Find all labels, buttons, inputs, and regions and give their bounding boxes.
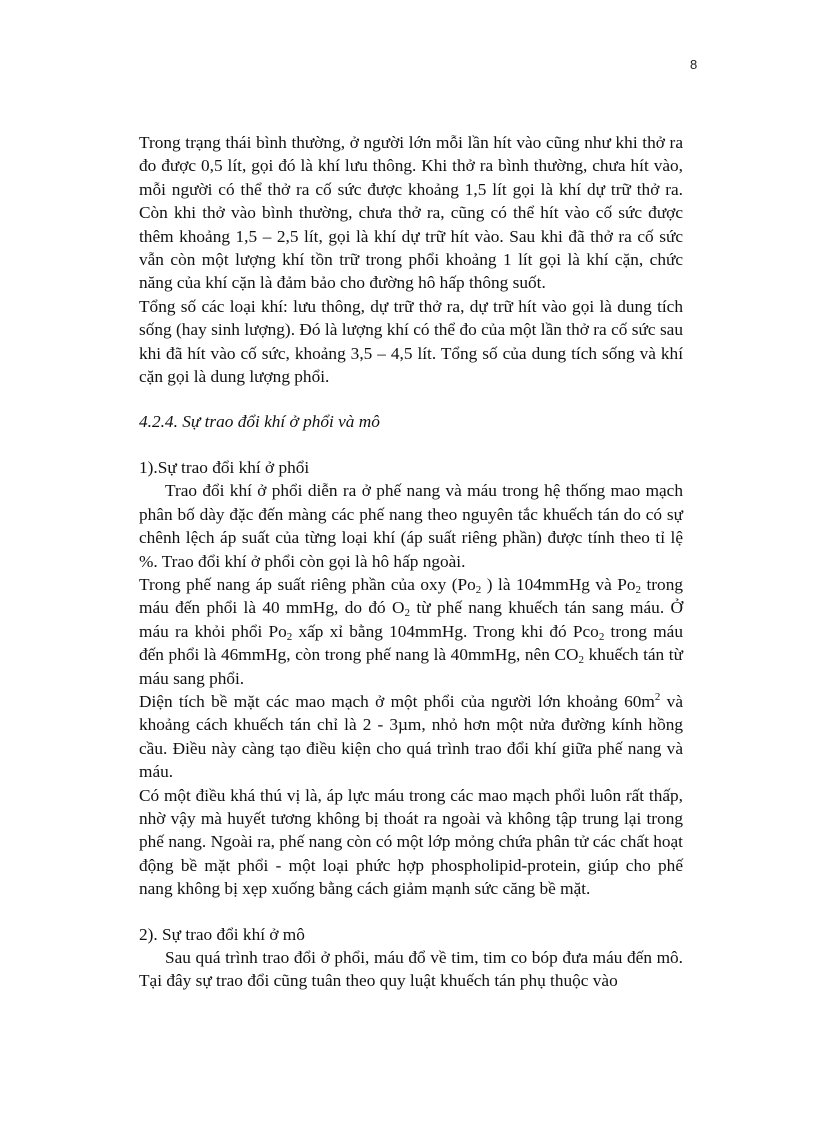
text-run: Diện tích bề mặt các mao mạch ở một phổi của người lớn khoảng 60m — [139, 691, 655, 711]
text-run: khuếch tán từ máu sang phổi. — [139, 645, 683, 688]
text-run: Trong phế nang áp suất riêng phần của oxy (Po — [139, 574, 476, 594]
paragraph-capillary-pressure: Có một điều khá thú vị là, áp lực máu trong các mao mạch phổi luôn rất thấp, nhờ vậy mà huyết tương không bị thoát ra ngoài và không tập trung lại trong phế nang. Ngoài ra, phế nang còn có một lớp mỏng chứa phân tử các chất hoạt động bề mặt phổi - một loại phức hợp phospholipid-protein, giúp cho phế nang không bị xẹp xuống bằng cách giảm mạnh sức căng bề mặt. — [139, 785, 683, 899]
text-run: và khoảng cách khuếch tán chỉ là 2 - 3µm, nhỏ hơn một nửa đường kính hồng cầu. Điều này càng tạo điều kiện cho quá trình trao đổi khí giữa phế nang và máu. — [139, 691, 683, 782]
superscript: 2 — [654, 690, 661, 703]
paragraph-lung-exchange: Trao đổi khí ở phổi diễn ra ở phế nang và máu trong hệ thống mao mạch phân bố dày đặc đến màng các phế nang theo nguyên tắc khuếch tán do có sự chênh lệch áp suất của từng loại khí (áp suất riêng phần) được tính theo tỉ lệ %. Trao đổi khí ở phổi còn gọi là hô hấp ngoài. — [139, 481, 683, 571]
paragraph-tissue-exchange: Sau quá trình trao đổi ở phổi, máu đổ về tim, tim co bóp đưa máu đến mô. Tại đây sự trao đổi cũng tuân theo quy luật khuếch tán phụ thuộc vào — [139, 948, 683, 991]
subscript: 2 — [635, 583, 641, 596]
subscript: 2 — [404, 607, 411, 620]
text-run: từ phế nang khuếch tán sang máu. Ở máu ra khỏi phổi Po — [139, 598, 683, 641]
text-run: trong máu đến phổi là 46mmHg, còn trong phế nang là 40mmHg, nên CO — [139, 621, 683, 665]
subsection-title-lung-exchange: 1).Sự trao đổi khí ở phổi — [139, 457, 310, 477]
page-number: 8 — [690, 57, 698, 72]
paragraph-partial-pressure — [139, 573, 683, 690]
text-run: xấp xỉ bằng 104mmHg. Trong khi đó Pco — [292, 621, 599, 641]
subscript: 2 — [598, 630, 605, 643]
subscript: 2 — [475, 583, 482, 596]
section-heading: 4.2.4. Sự trao đổi khí ở phổi và mô — [139, 412, 380, 432]
subsection-title-tissue-exchange: 2). Sự trao đổi khí ở mô — [139, 924, 305, 944]
subscript: 2 — [286, 630, 293, 643]
paragraph-lung-volumes: Trong trạng thái bình thường, ở người lớn mỗi lần hít vào cũng như khi thở ra đo được 0,5 lít, gọi đó là khí lưu thông. Khi thở ra bình thường, chưa hít vào, mỗi người có thể thở ra cố sức được khoảng 1,5 lít gọi là khí dự trữ thở ra. Còn khi thở vào bình thường, chưa thở ra, cũng có thể hít vào cố sức được thêm khoảng 1,5 – 2,5 lít, gọi là khí dự trữ hít vào. Sau khi đã thở ra cố sức vẫn còn một lượng khí tồn trữ trong phổi khoảng 1 lít gọi là khí cặn, chức năng của khí cặn là đảm bảo cho đường hô hấp thông suốt. — [139, 133, 683, 293]
page-content — [139, 131, 683, 993]
paragraph-vital-capacity: Tổng số các loại khí: lưu thông, dự trữ thở ra, dự trữ hít vào gọi là dung tích sống (hay sinh lượng). Đó là lượng khí có thể đo của một lần thở ra cố sức sau khi đã hít vào cố sức, khoảng 3,5 – 4,5 lít. Tổng số của dung tích sống và khí cặn gọi là dung lượng phổi. — [139, 296, 683, 387]
paragraph-surface-area — [139, 690, 683, 784]
text-run: ) là 104mmHg và Po — [481, 574, 636, 594]
subscript: 2 — [578, 654, 584, 667]
text-run: trong máu đến phổi là 40 mmHg, do đó O — [139, 574, 683, 618]
